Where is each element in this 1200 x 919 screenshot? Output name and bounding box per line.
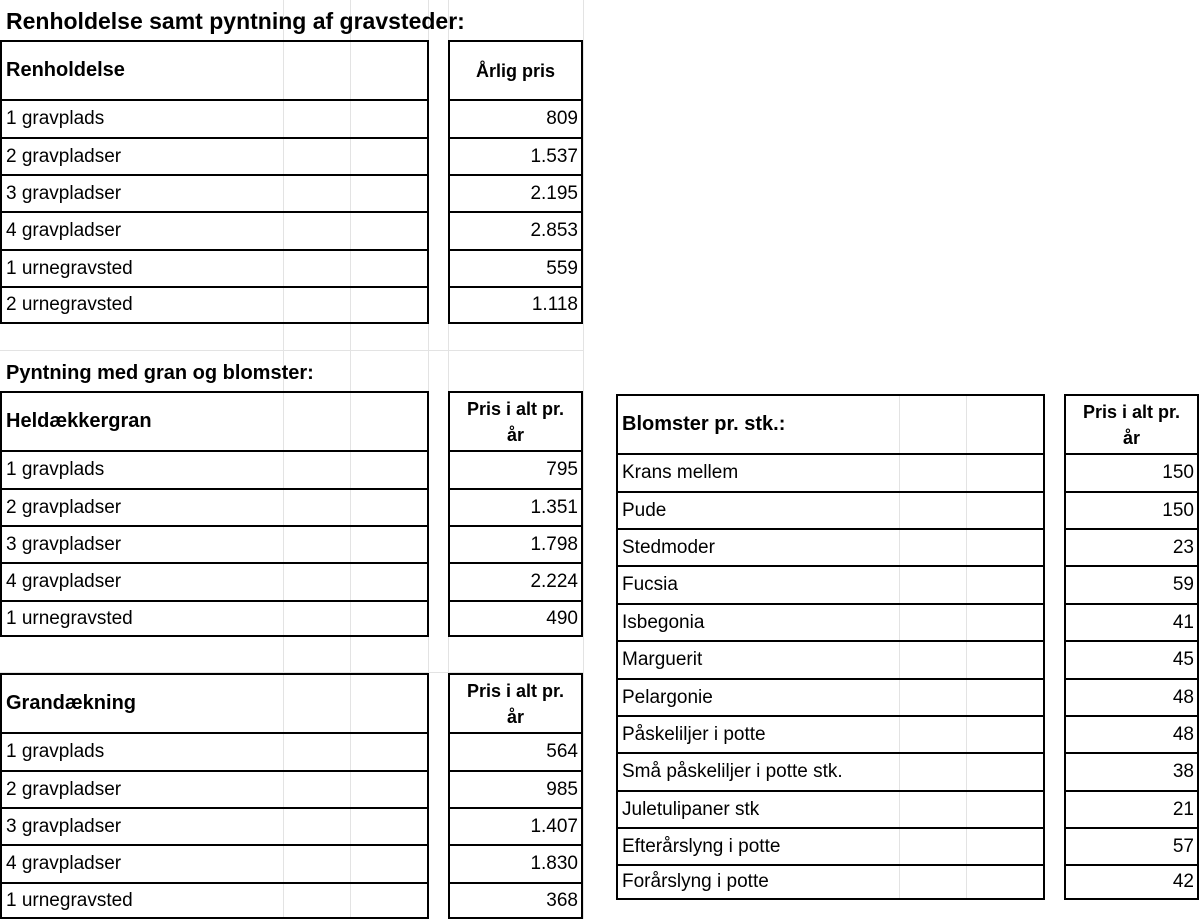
table-row (2, 600, 427, 635)
row-label: 2 gravpladser (6, 496, 122, 518)
grid-line (0, 350, 584, 351)
price-value: 2.224 (530, 571, 578, 592)
price-value: 59 (1172, 574, 1194, 595)
row-label: 2 gravpladser (6, 778, 122, 800)
table-row (450, 211, 581, 249)
table-row (1066, 453, 1197, 491)
price-value: 150 (1162, 499, 1194, 521)
table-row (1066, 864, 1197, 898)
table-row (2, 844, 427, 882)
heldaekkergran-price-table (448, 391, 583, 637)
price-value: 809 (546, 108, 578, 129)
price-value: 2.195 (530, 182, 578, 204)
row-label: 1 urnegravsted (6, 889, 133, 911)
table-row (450, 844, 581, 882)
table-row (2, 732, 427, 770)
table-row (450, 137, 581, 174)
table-row (2, 174, 427, 211)
row-label: 4 gravpladser (6, 853, 122, 874)
price-value: 150 (1162, 462, 1194, 483)
heldaekkergran-label-table (0, 391, 429, 637)
table-row (618, 491, 1043, 528)
table-row (2, 99, 427, 137)
table-row (450, 770, 581, 807)
section-subtitle: Pyntning med gran og blomster: (6, 362, 314, 384)
price-value: 1.351 (530, 496, 578, 518)
table-row (618, 827, 1043, 864)
grandaekning-label-table (0, 673, 429, 919)
row-label: 1 gravplads (6, 459, 105, 480)
row-label: 2 urnegravsted (6, 294, 133, 315)
grandaekning-header: Grandækning (6, 692, 137, 714)
price-value: 38 (1172, 761, 1194, 782)
price-value: 564 (546, 741, 578, 762)
price-value: 45 (1172, 649, 1194, 670)
renholdelse-price-table (448, 40, 583, 324)
row-label: 3 gravpladser (6, 533, 122, 555)
table-row (450, 450, 581, 488)
table-row (1066, 752, 1197, 790)
renholdelse-header: Renholdelse (6, 59, 125, 81)
row-label: 1 urnegravsted (6, 607, 133, 629)
row-label: 1 gravplads (6, 108, 105, 129)
price-value: 57 (1172, 835, 1194, 857)
row-label: 4 gravpladser (6, 571, 122, 592)
table-row (450, 732, 581, 770)
table-row (2, 807, 427, 844)
row-label: 1 urnegravsted (6, 257, 133, 279)
table-row (2, 525, 427, 562)
row-label: 2 gravpladser (6, 145, 122, 167)
grandaekning-price-header: Pris i alt pr. år (466, 680, 565, 727)
table-row (1066, 827, 1197, 864)
price-value: 1.407 (530, 815, 578, 837)
heldaekkergran-price-header: Pris i alt pr. år (466, 398, 565, 445)
price-value: 41 (1172, 611, 1194, 633)
table-row (618, 640, 1043, 678)
blomster-price-header: Pris i alt pr. år (1082, 401, 1181, 448)
grid-line (583, 0, 584, 919)
price-value: 2.853 (530, 220, 578, 241)
price-value: 1.798 (530, 533, 578, 555)
row-label: 3 gravpladser (6, 815, 122, 837)
row-label: Pelargonie (622, 686, 713, 708)
row-label: 4 gravpladser (6, 220, 122, 241)
renholdelse-label-table (0, 40, 429, 324)
price-value: 1.830 (530, 853, 578, 874)
table-row (618, 790, 1043, 827)
table-row (2, 249, 427, 286)
row-label: Små påskeliljer i potte stk. (622, 761, 843, 782)
table-row (618, 603, 1043, 640)
row-label: Krans mellem (622, 462, 739, 483)
table-row (2, 137, 427, 174)
table-row (2, 882, 427, 917)
row-label: Juletulipaner stk (622, 798, 760, 820)
row-label: Marguerit (622, 649, 703, 670)
blomster-price-table (1064, 394, 1199, 900)
blomster-header: Blomster pr. stk.: (622, 413, 786, 435)
price-value: 23 (1172, 536, 1194, 558)
row-label: Pude (622, 499, 667, 521)
table-row (618, 864, 1043, 898)
table-row (618, 565, 1043, 603)
price-value: 559 (546, 257, 578, 279)
table-row (1066, 678, 1197, 715)
page-title: Renholdelse samt pyntning af gravsteder: (6, 8, 465, 34)
price-value: 1.537 (530, 145, 578, 167)
table-row (450, 488, 581, 525)
table-row (450, 174, 581, 211)
table-row (450, 99, 581, 137)
table-row (1066, 603, 1197, 640)
price-value: 42 (1172, 871, 1194, 892)
row-label: Forårslyng i potte (622, 871, 769, 892)
grandaekning-price-table (448, 673, 583, 919)
row-label: Isbegonia (622, 611, 705, 633)
table-row (450, 600, 581, 635)
price-value: 48 (1172, 686, 1194, 708)
price-value: 985 (546, 778, 578, 800)
row-label: Stedmoder (622, 536, 715, 558)
table-row (2, 770, 427, 807)
price-value: 368 (546, 889, 578, 911)
table-row (450, 807, 581, 844)
row-label: Efterårslyng i potte (622, 835, 781, 857)
table-row (2, 286, 427, 322)
row-label: 3 gravpladser (6, 182, 122, 204)
table-row (618, 715, 1043, 752)
price-value: 48 (1172, 723, 1194, 745)
table-row (450, 525, 581, 562)
table-row (618, 752, 1043, 790)
table-row (618, 678, 1043, 715)
price-value: 21 (1172, 798, 1194, 820)
row-label: 1 gravplads (6, 741, 105, 762)
price-value: 490 (546, 607, 578, 629)
renholdelse-price-header: Årlig pris (475, 60, 555, 81)
table-row (1066, 790, 1197, 827)
table-row (618, 528, 1043, 565)
price-value: 1.118 (531, 294, 578, 315)
row-label: Påskeliljer i potte (622, 723, 766, 745)
table-row (450, 882, 581, 917)
row-label: Fucsia (622, 574, 678, 595)
table-row (450, 249, 581, 286)
blomster-label-table (616, 394, 1045, 900)
table-row (1066, 528, 1197, 565)
table-row (2, 211, 427, 249)
table-row (1066, 491, 1197, 528)
table-row (618, 453, 1043, 491)
table-row (2, 562, 427, 600)
table-row (1066, 565, 1197, 603)
table-row (450, 286, 581, 322)
table-row (450, 562, 581, 600)
price-value: 795 (546, 459, 578, 480)
table-row (2, 450, 427, 488)
table-row (1066, 715, 1197, 752)
table-row (1066, 640, 1197, 678)
table-row (2, 488, 427, 525)
heldaekkergran-header: Heldækkergran (6, 410, 152, 432)
